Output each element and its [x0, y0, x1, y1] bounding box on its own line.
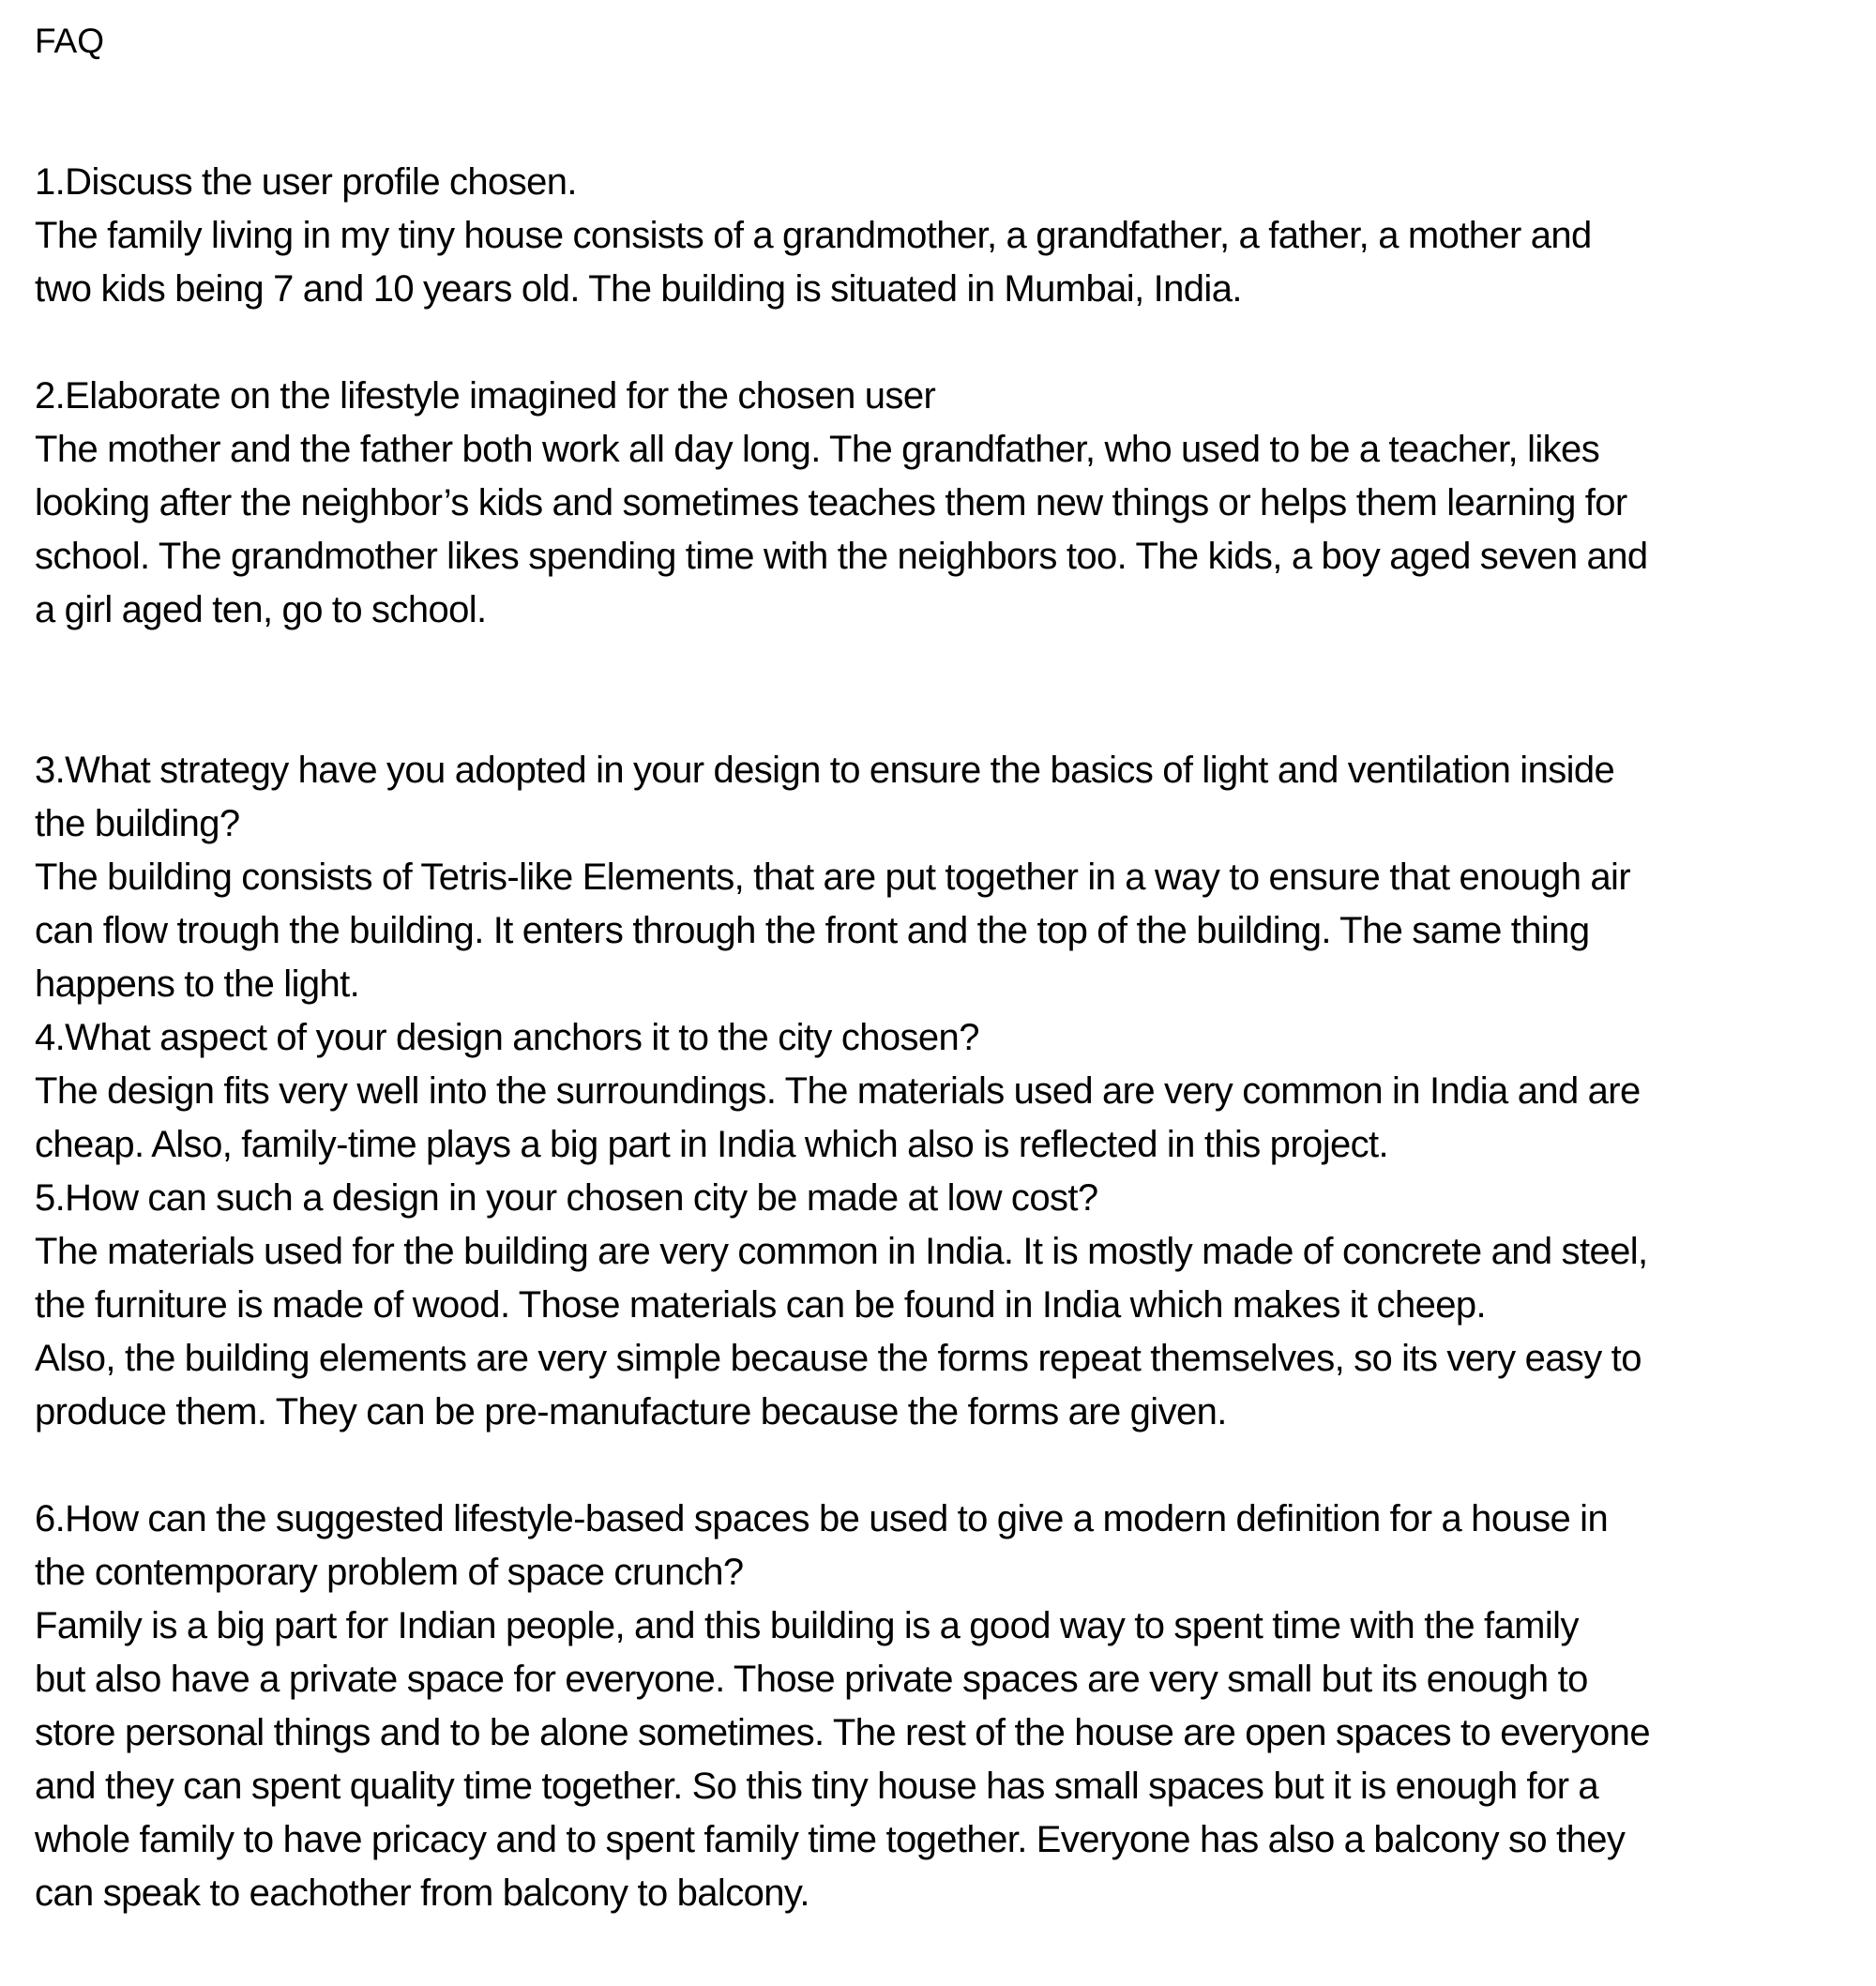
faq-question-5: 5.How can such a design in your chosen city be made at low cost?: [35, 1177, 1098, 1219]
faq-answer-6-line: whole family to have pricacy and to spent family time together. Everyone has also a balcony so they: [35, 1819, 1626, 1860]
faq-answer-5-line: the furniture is made of wood. Those materials can be found in India which makes it cheep.: [35, 1284, 1487, 1326]
faq-answer-4-line: cheap. Also, family-time plays a big part in India which also is reflected in this project.: [35, 1124, 1389, 1165]
faq-answer-6-line: Family is a big part for Indian people, and this building is a good way to spent time with the family: [35, 1605, 1579, 1646]
faq-answer-5-line: Also, the building elements are very simple because the forms repeat themselves, so its very easy to: [35, 1338, 1642, 1379]
faq-answer-5-line: The materials used for the building are very common in India. It is mostly made of concrete and steel,: [35, 1231, 1648, 1272]
faq-answer-1-line: The family living in my tiny house consists of a grandmother, a grandfather, a father, a mother and: [35, 215, 1592, 256]
faq-answer-2-line: looking after the neighbor’s kids and sometimes teaches them new things or helps them learning for: [35, 482, 1627, 523]
faq-answer-6-line: and they can spent quality time together. So this tiny house has small spaces but it is enough for a: [35, 1766, 1599, 1807]
faq-question-6-line: 6.How can the suggested lifestyle-based spaces be used to give a modern definition for a house in: [35, 1498, 1609, 1539]
faq-question-3-line: 3.What strategy have you adopted in your design to ensure the basics of light and ventilation inside: [35, 750, 1615, 791]
faq-answer-1-line: two kids being 7 and 10 years old. The building is situated in Mumbai, India.: [35, 268, 1242, 310]
faq-answer-2-line: school. The grandmother likes spending time with the neighbors too. The kids, a boy aged seven and: [35, 536, 1648, 577]
document-title: FAQ: [35, 22, 105, 60]
faq-question-3-line: the building?: [35, 803, 240, 844]
faq-question-1: 1.Discuss the user profile chosen.: [35, 161, 577, 203]
faq-answer-2-line: a girl aged ten, go to school.: [35, 589, 487, 630]
paragraph-gap: [35, 637, 1854, 744]
faq-answer-6-line: store personal things and to be alone sometimes. The rest of the house are open spaces to everyone: [35, 1712, 1650, 1753]
faq-question-6-line: the contemporary problem of space crunch?: [35, 1552, 744, 1593]
faq-answer-3-line: The building consists of Tetris-like Elements, that are put together in a way to ensure that enough air: [35, 857, 1631, 898]
faq-answer-5-line: produce them. They can be pre-manufacture because the forms are given.: [35, 1391, 1227, 1433]
faq-answer-4-line: The design fits very well into the surroundings. The materials used are very common in India and are: [35, 1070, 1641, 1112]
faq-question-2: 2.Elaborate on the lifestyle imagined for the chosen user: [35, 375, 936, 417]
paragraph-gap: [35, 316, 1854, 370]
faq-answer-2-line: The mother and the father both work all day long. The grandfather, who used to be a teacher, likes: [35, 429, 1600, 470]
faq-answer-6-line: but also have a private space for everyone. Those private spaces are very small but its enough to: [35, 1659, 1588, 1700]
faq-answer-3-line: can flow trough the building. It enters through the front and the top of the building. The same thing: [35, 910, 1590, 951]
faq-question-4: 4.What aspect of your design anchors it to the city chosen?: [35, 1017, 979, 1058]
faq-answer-3-line: happens to the light.: [35, 963, 360, 1005]
faq-content: [35, 156, 1854, 1920]
paragraph-gap: [35, 1439, 1854, 1493]
faq-answer-6-line: can speak to eachother from balcony to balcony.: [35, 1872, 809, 1914]
